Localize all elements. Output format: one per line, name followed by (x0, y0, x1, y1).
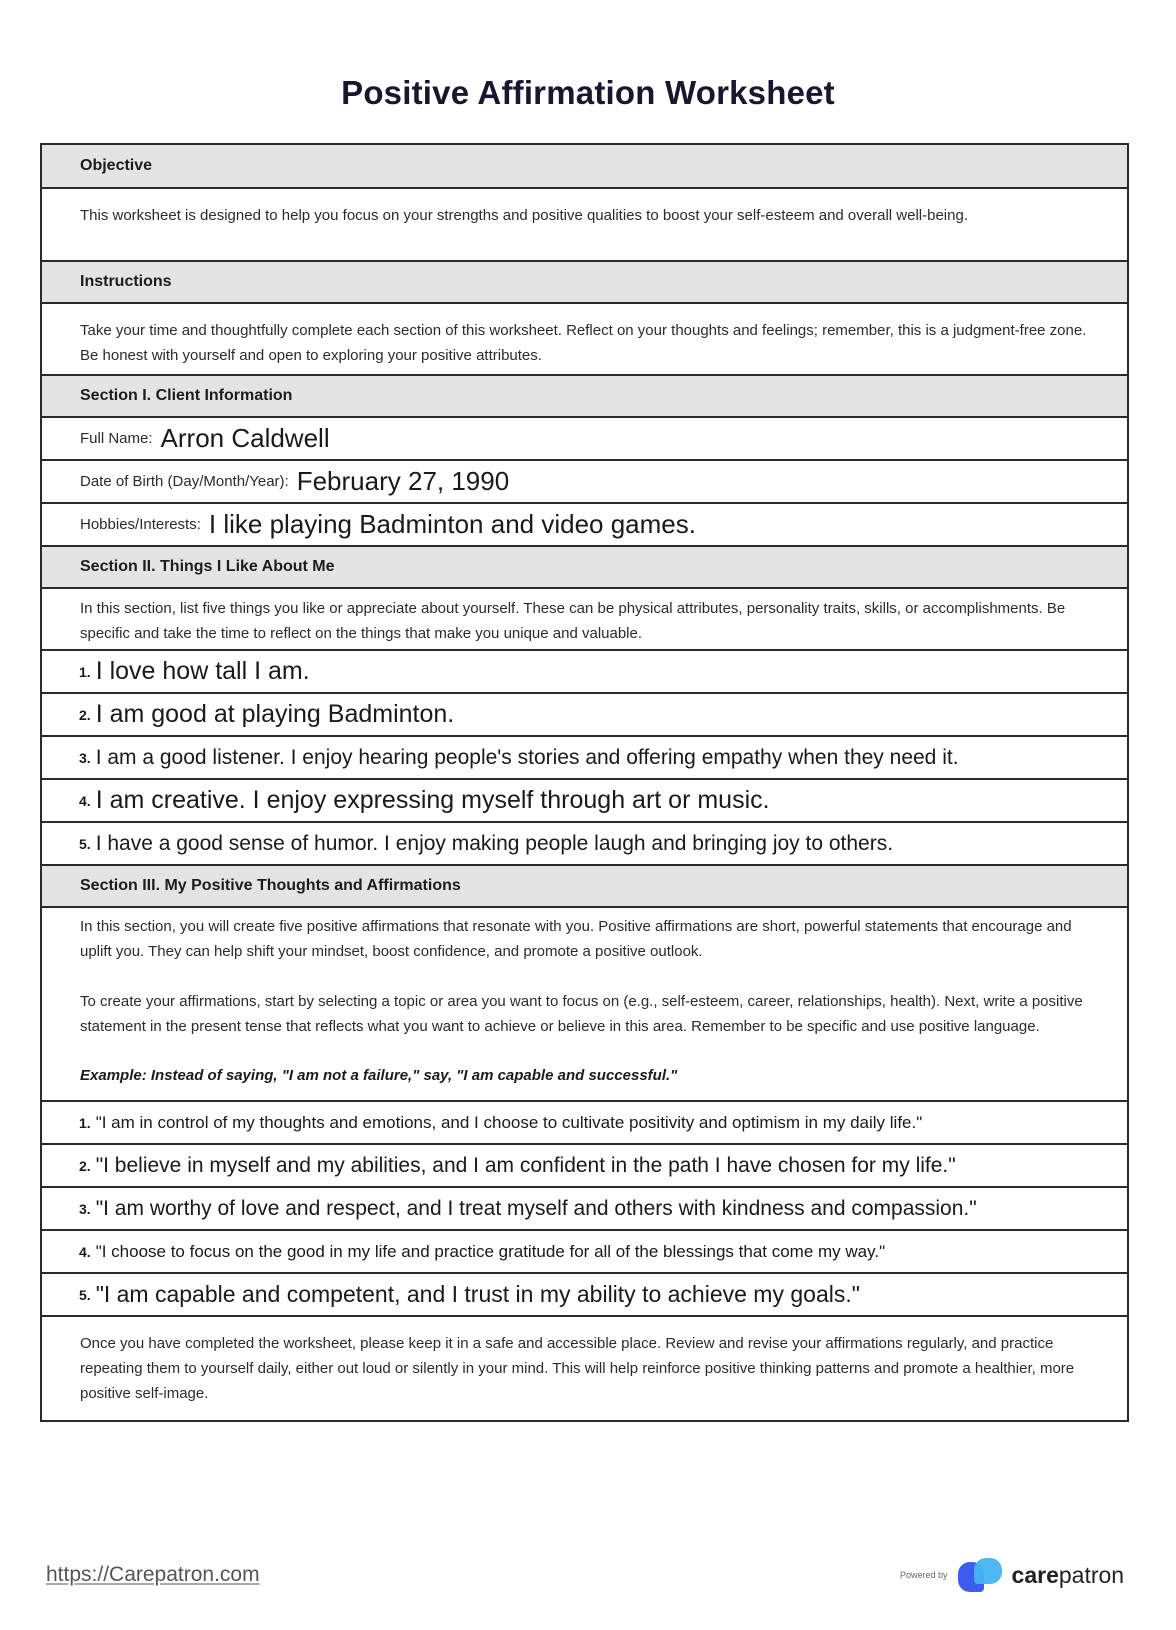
affirmation-item[interactable] (42, 1100, 1127, 1143)
like-item-text[interactable]: I am a good listener. I enjoy hearing people's stories and offering empathy when they need it. (95, 745, 959, 769)
affirmation-number: 4. (79, 1243, 91, 1260)
closing-text: Once you have completed the worksheet, please keep it in a safe and accessible place. Review and revise your affirmations regularly, and practice repeating them to yourself daily, either out loud or silently in your mind. This will help reinforce positive thinking patterns and promote a healthier, more positive self-image. (42, 1315, 1127, 1420)
affirmation-text[interactable]: "I am worthy of love and respect, and I treat myself and others with kindness and compassion." (95, 1196, 977, 1220)
affirmation-number: 2. (79, 1157, 91, 1174)
affirmation-item[interactable] (42, 1143, 1127, 1186)
like-item[interactable] (42, 649, 1127, 692)
affirmation-number: 5. (79, 1286, 91, 1303)
affirmation-text[interactable]: "I am capable and competent, and I trust in my ability to achieve my goals." (95, 1281, 860, 1307)
full-name-value[interactable]: Arron Caldwell (160, 423, 330, 453)
section2-intro: In this section, list five things you like or appreciate about yourself. These can be physical attributes, personality traits, skills, or accomplishments. Be specific and take the time to reflect on the things that make you unique and valuable. (42, 587, 1127, 649)
section3-intro (42, 906, 1127, 1100)
like-item[interactable] (42, 692, 1127, 735)
like-item-number: 3. (79, 749, 91, 766)
carepatron-logo-icon (958, 1558, 1006, 1592)
like-item-text[interactable]: I have a good sense of humor. I enjoy making people laugh and bringing joy to others. (95, 831, 894, 855)
section3-intro-paragraph-2: To create your affirmations, start by selecting a topic or area you want to focus on (e.g., self-esteem, career, relationships, health). Next, write a positive statement in the present tense that reflects what you want to achieve or believe in this area. Remember to be specific and use positive language. (80, 993, 1083, 1035)
full-name-field[interactable] (42, 416, 1127, 459)
like-item-number: 1. (79, 663, 91, 680)
carepatron-link[interactable]: https://Carepatron.com (46, 1563, 260, 1586)
date-of-birth-label: Date of Birth (Day/Month/Year): (80, 473, 289, 490)
section3-example: Example: Instead of saying, "I am not a failure," say, "I am capable and successful." (80, 1067, 678, 1084)
affirmation-text[interactable]: "I choose to focus on the good in my life and practice gratitude for all of the blessings that come my way." (95, 1241, 886, 1261)
like-item-number: 4. (79, 792, 91, 809)
affirmation-number: 3. (79, 1200, 91, 1217)
affirmation-number: 1. (79, 1114, 91, 1131)
affirmation-text[interactable]: "I believe in myself and my abilities, and I am confident in the path I have chosen for my life." (95, 1153, 956, 1177)
instructions-heading: Instructions (42, 260, 1127, 302)
like-item-text[interactable]: I am creative. I enjoy expressing myself through art or music. (95, 786, 770, 814)
affirmation-item[interactable] (42, 1186, 1127, 1229)
affirmation-item[interactable] (42, 1229, 1127, 1272)
objective-text: This worksheet is designed to help you focus on your strengths and positive qualities to boost your self-esteem and overall well-being. (42, 187, 1127, 260)
carepatron-wordmark: carepatron (1011, 1561, 1125, 1588)
carepatron-brand[interactable] (900, 1558, 1124, 1592)
section3-heading: Section III. My Positive Thoughts and Affirmations (42, 864, 1127, 906)
affirmation-item[interactable] (42, 1272, 1127, 1315)
date-of-birth-value[interactable]: February 27, 1990 (296, 466, 510, 496)
worksheet-table (40, 143, 1129, 1422)
like-item-number: 2. (79, 706, 91, 723)
like-item-number: 5. (79, 835, 91, 852)
like-item[interactable] (42, 778, 1127, 821)
like-item-text[interactable]: I love how tall I am. (95, 657, 310, 685)
like-item[interactable] (42, 821, 1127, 864)
like-item[interactable] (42, 735, 1127, 778)
section3-intro-paragraph-1: In this section, you will create five positive affirmations that resonate with you. Positive affirmations are short, powerful statements that encourage and uplift you. They can help shift your mindset, boost confidence, and promote a positive outlook. (80, 918, 1072, 960)
hobbies-label: Hobbies/Interests: (80, 516, 201, 533)
section1-heading: Section I. Client Information (42, 374, 1127, 416)
affirmation-text[interactable]: "I am in control of my thoughts and emotions, and I choose to cultivate positivity and optimism in my daily life." (95, 1112, 923, 1132)
hobbies-value[interactable]: I like playing Badminton and video games. (208, 509, 696, 539)
instructions-text: Take your time and thoughtfully complete each section of this worksheet. Reflect on your thoughts and feelings; remember, this is a judgment-free zone. Be honest with yourself and open to exploring your positive attributes. (42, 302, 1127, 374)
powered-by-label: Powered by (900, 1570, 948, 1580)
date-of-birth-field[interactable] (42, 459, 1127, 502)
objective-heading: Objective (42, 145, 1127, 187)
section2-heading: Section II. Things I Like About Me (42, 545, 1127, 587)
hobbies-field[interactable] (42, 502, 1127, 545)
like-item-text[interactable]: I am good at playing Badminton. (95, 700, 455, 728)
full-name-label: Full Name: (80, 430, 153, 447)
page-title: Positive Affirmation Worksheet (341, 74, 835, 111)
